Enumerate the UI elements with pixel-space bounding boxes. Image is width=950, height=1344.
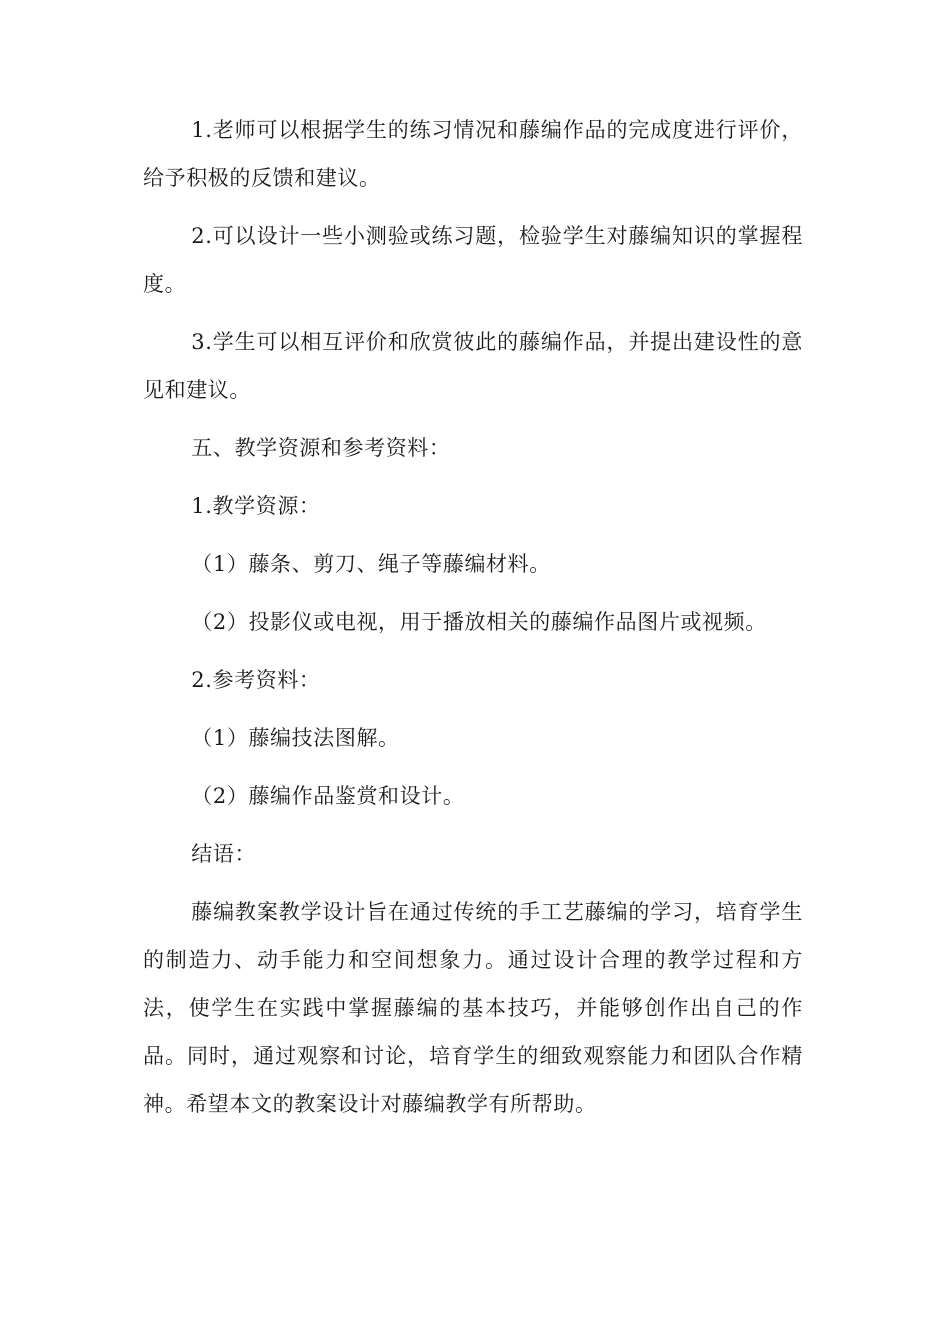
paragraph-evaluation-3: 3.学生可以相互评价和欣赏彼此的藤编作品，并提出建设性的意见和建议。: [143, 330, 803, 402]
section-heading-conclusion: 结语：: [191, 842, 257, 866]
paragraph-conclusion: 藤编教案教学设计旨在通过传统的手工艺藤编的学习，培育学生的制造力、动手能力和空间想象力。通过设计合理的教学过程和方法，使学生在实践中掌握藤编的基本技巧，并能够创作出自己的作品。同时，通过观察和讨论，培育学生的细致观察能力和团队合作精神。希望本文的教案设计对藤编教学有所帮助。: [143, 900, 803, 1116]
paragraph-evaluation-2: 2.可以设计一些小测验或练习题，检验学生对藤编知识的掌握程度。: [143, 224, 803, 296]
document-body: [143, 106, 803, 1138]
subheading-references: 2.参考资料：: [191, 668, 321, 692]
list-item-resource-1: （1）藤条、剪刀、绳子等藤编材料。: [191, 552, 551, 576]
subheading-teaching-resources: 1.教学资源：: [191, 494, 321, 518]
list-item-resource-2: （2）投影仪或电视，用于播放相关的藤编作品图片或视频。: [191, 610, 767, 634]
list-item-reference-1: （1）藤编技法图解。: [191, 726, 400, 750]
list-item-reference-2: （2）藤编作品鉴赏和设计。: [191, 784, 465, 808]
paragraph-evaluation-1: 1.老师可以根据学生的练习情况和藤编作品的完成度进行评价，给予积极的反馈和建议。: [143, 118, 803, 190]
section-heading-resources: 五、教学资源和参考资料：: [191, 436, 451, 460]
